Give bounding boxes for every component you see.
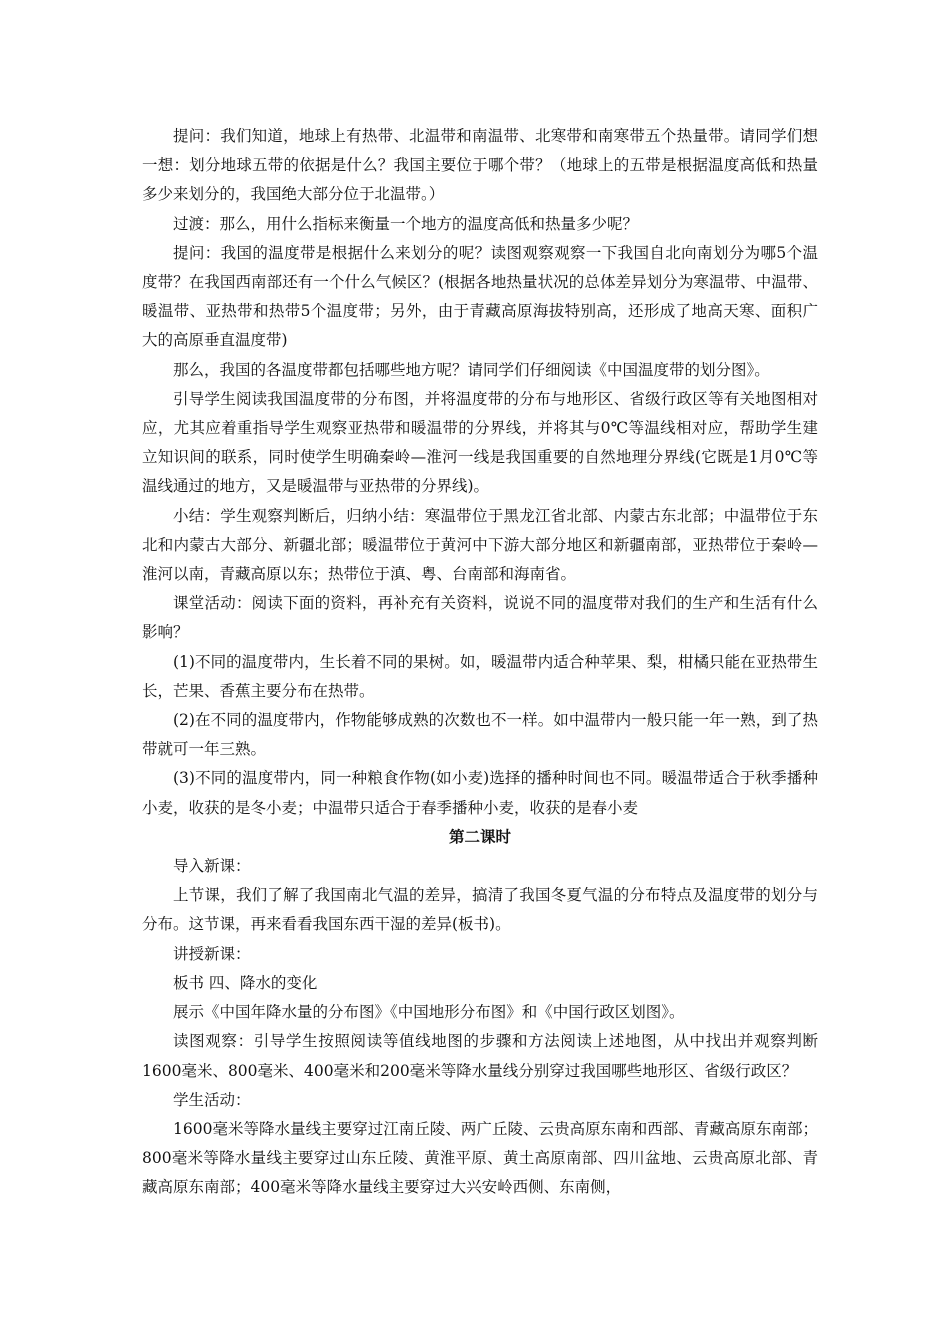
paragraph-intro-text: 上节课，我们了解了我国南北气温的差异，搞清了我国冬夏气温的分布特点及温度带的划分与分布。这节课，再来看看我国东西干湿的差异(板书)。 — [142, 886, 818, 934]
paragraph-activity-item-2: (2)在不同的温度带内，作物能够成熟的次数也不一样。如中温带内一般只能一年一熟，到了热带就可一年三熟。 — [142, 711, 818, 759]
paragraph-isohyet-description: 1600毫米等降水量线主要穿过江南丘陵、两广丘陵、云贵高原东南和西部、青藏高原东南部；800毫米等降水量线主要穿过山东丘陵、黄淮平原、黄土高原南部、四川盆地、云贵高原北部、青藏高原东南部；400毫米等降水量线主要穿过大兴安岭西侧、东南侧， — [142, 1119, 818, 1197]
paragraph-activity-item-1: (1)不同的温度带内，生长着不同的果树。如，暖温带内适合种苹果、梨，柑橘只能在亚热带生长，芒果、香蕉主要分布在热带。 — [142, 652, 818, 700]
paragraph-activity-item-3: (3)不同的温度带内，同一种粮食作物(如小麦)选择的播种时间也不同。暖温带适合于秋季播种小麦，收获的是冬小麦；中温带只适合于春季播种小麦，收获的是春小麦 — [142, 769, 818, 817]
paragraph-question-five-zones: 提问：我们知道，地球上有热带、北温带和南温带、北寒带和南寒带五个热量带。请同学们想一想：划分地球五带的依据是什么？我国主要位于哪个带？（地球上的五带是根据温度高低和热量多少来划分的，我国绝大部分位于北温带。） — [142, 127, 818, 204]
paragraph-show-maps: 展示《中国年降水量的分布图》《中国地形分布图》和《中国行政区划图》。 — [173, 1003, 685, 1022]
paragraph-intro-heading: 导入新课： — [173, 857, 251, 876]
paragraph-transition: 过渡：那么，用什么指标来衡量一个地方的温度高低和热量多少呢？ — [173, 214, 639, 233]
paragraph-read-map-prompt: 那么，我国的各温度带都包括哪些地方呢？请同学们仔细阅读《中国温度带的划分图》。 — [173, 360, 770, 379]
paragraph-lecture-heading: 讲授新课： — [173, 944, 251, 963]
paragraph-question-temperature-zones: 提问：我国的温度带是根据什么来划分的呢？读图观察观察一下我国自北向南划分为哪5个温度带？在我国西南部还有一个什么气候区？(根据各地热量状况的总体差异划分为寒温带、中温带、暖温带、亚热带和热带5个温度带；另外，由于青藏高原海拔特别高，还形成了地高天寒、面积广大的高原垂直温度带) — [142, 243, 818, 350]
paragraph-summary: 小结：学生观察判断后，归纳小结：寒温带位于黑龙江省北部、内蒙古东北部；中温带位于东北和内蒙古大部分、新疆北部；暖温带位于黄河中下游大部分地区和新疆南部，亚热带位于秦岭—淮河以南，青藏高原以东；热带位于滇、粤、台南部和海南省。 — [142, 506, 818, 584]
section-title: 第二课时 — [448, 827, 511, 846]
paragraph-map-observation: 读图观察：引导学生按照阅读等值线地图的步骤和方法阅读上述地图，从中找出并观察判断1600毫米、800毫米、400毫米和200毫米等降水量线分别穿过我国哪些地形区、省级行政区？ — [142, 1032, 818, 1080]
paragraph-class-activity: 课堂活动：阅读下面的资料，再补充有关资料，说说不同的温度带对我们的生产和生活有什么影响？ — [142, 594, 818, 642]
paragraph-student-activity-heading: 学生活动： — [173, 1090, 251, 1109]
paragraph-guide-students: 引导学生阅读我国温度带的分布图，并将温度带的分布与地形区、省级行政区等有关地图相对应，尤其应着重指导学生观察亚热带和暖温带的分界线，并将其与0℃等温线相对应，帮助学生建立知识间的联系，同时使学生明确秦岭—淮河一线是我国重要的自然地理分界线(它既是1月0℃等温线通过的地方，又是暖温带与亚热带的分界线)。 — [142, 389, 818, 496]
paragraph-board-heading: 板书 四、降水的变化 — [173, 973, 318, 992]
document-page — [142, 122, 818, 1203]
